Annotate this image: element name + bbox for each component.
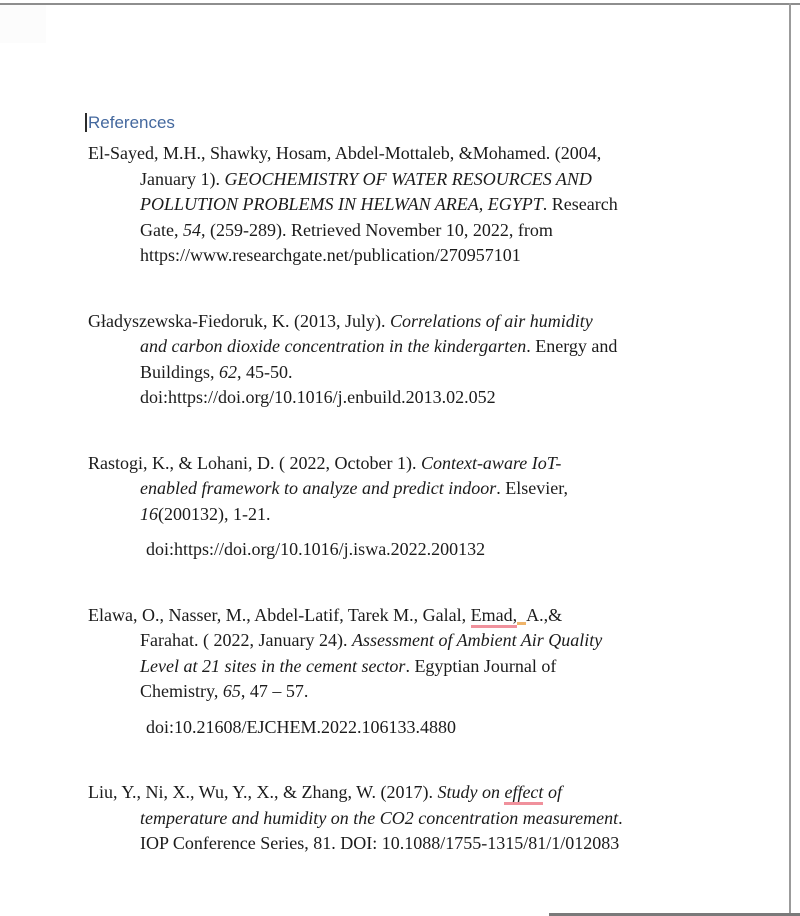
reference-text[interactable]: 16 [140,503,158,524]
reference-entry [88,451,748,563]
reference-text[interactable]: A.,& [526,604,563,625]
reference-paragraph[interactable] [88,141,748,269]
page-right-border [789,3,791,916]
reference-text[interactable]: https://www.researchgate.net/publication/270957101 [140,245,521,265]
reference-paragraph[interactable] [88,451,748,528]
reference-text[interactable]: doi:https://doi.org/10.1016/j.enbuild.2013.02.052 [140,387,496,407]
reference-paragraph[interactable] [88,780,748,857]
reference-text[interactable]: temperature and humidity on the CO2 concentration measurement [140,807,619,828]
reference-text[interactable]: . Elsevier, [496,478,569,498]
reference-text[interactable]: Correlations of air humidity [389,310,593,331]
reference-doi-paragraph[interactable]: doi:https://doi.org/10.1016/j.iswa.2022.200132 [146,539,486,559]
heading-text: References [88,113,175,132]
reference-text[interactable]: . Research [542,194,618,214]
top-left-page-corner [0,5,46,43]
reference-text[interactable]: IOP Conference Series, 81. DOI: 10.1088/1755-1315/81/1/012083 [140,833,620,853]
reference-text[interactable]: January 1). [140,168,225,189]
grammar-mark[interactable] [517,604,526,625]
reference-text[interactable]: 62 [219,361,238,382]
reference-entry [88,309,748,411]
references-heading[interactable] [88,112,748,134]
document-content [88,112,748,897]
reference-text[interactable]: , 45-50. [237,361,293,382]
reference-paragraph[interactable] [88,603,748,705]
spellcheck-flagged-text[interactable]: effect [504,782,543,805]
reference-entry [88,780,748,857]
reference-text[interactable]: Buildings, [140,361,220,382]
reference-text[interactable]: . Egyptian Journal of [405,655,557,676]
reference-text[interactable]: (200132), 1-21. [158,503,271,524]
reference-text[interactable]: Chemistry, [140,681,223,701]
reference-text[interactable]: Study on [437,782,505,802]
reference-text[interactable]: . [618,807,623,828]
reference-entry [88,141,748,269]
reference-text[interactable]: GEOCHEMISTRY OF WATER RESOURCES AND [224,168,592,189]
reference-text[interactable]: 54 [182,219,201,240]
reference-text[interactable]: Liu, Y., Ni, X., Wu, Y., X., & Zhang, W. (2017). [88,782,438,802]
reference-text[interactable]: , 47 – 57. [240,681,309,701]
reference-text[interactable]: Farahat. ( 2022, January 24). [140,630,352,650]
reference-text[interactable]: Context-aware IoT- [420,452,562,473]
reference-text[interactable]: Gładyszewska-Fiedoruk, K. (2013, July). [88,310,390,331]
reference-text[interactable]: of [543,782,562,802]
reference-text[interactable]: . Energy and [526,336,618,356]
reference-text[interactable]: Rastogi, K., & Lohani, D. ( 2022, October 1). [88,452,421,473]
reference-text[interactable]: Gate, [140,219,183,240]
reference-text[interactable]: Assessment of Ambient Air Quality [351,630,603,650]
spellcheck-flagged-text[interactable]: Emad, [471,605,518,628]
reference-text[interactable]: El-Sayed, M.H., Shawky, Hosam, Abdel-Mottaleb, &Mohamed. (2004, [88,143,602,163]
reference-text[interactable]: 65 [222,681,241,701]
reference-text[interactable]: Elawa, O., Nasser, M., Abdel-Latif, Tarek M., Galal, [88,604,471,625]
reference-doi-paragraph[interactable]: doi:10.21608/EJCHEM.2022.106133.4880 [146,716,457,737]
reference-text[interactable]: enabled framework to analyze and predict indoor [140,478,497,498]
reference-paragraph[interactable] [88,309,748,411]
text-cursor [85,113,87,132]
reference-text[interactable]: POLLUTION PROBLEMS IN HELWAN AREA, EGYPT [140,194,543,214]
reference-text[interactable]: and carbon dioxide concentration in the kindergarten [140,336,527,356]
reference-text[interactable]: Level at 21 sites in the cement sector [140,655,406,676]
reference-entry [88,603,748,741]
reference-text[interactable]: , (259-289). Retrieved November 10, 2022, from [200,219,553,240]
page-top-border [0,3,800,5]
references-list [88,141,748,857]
